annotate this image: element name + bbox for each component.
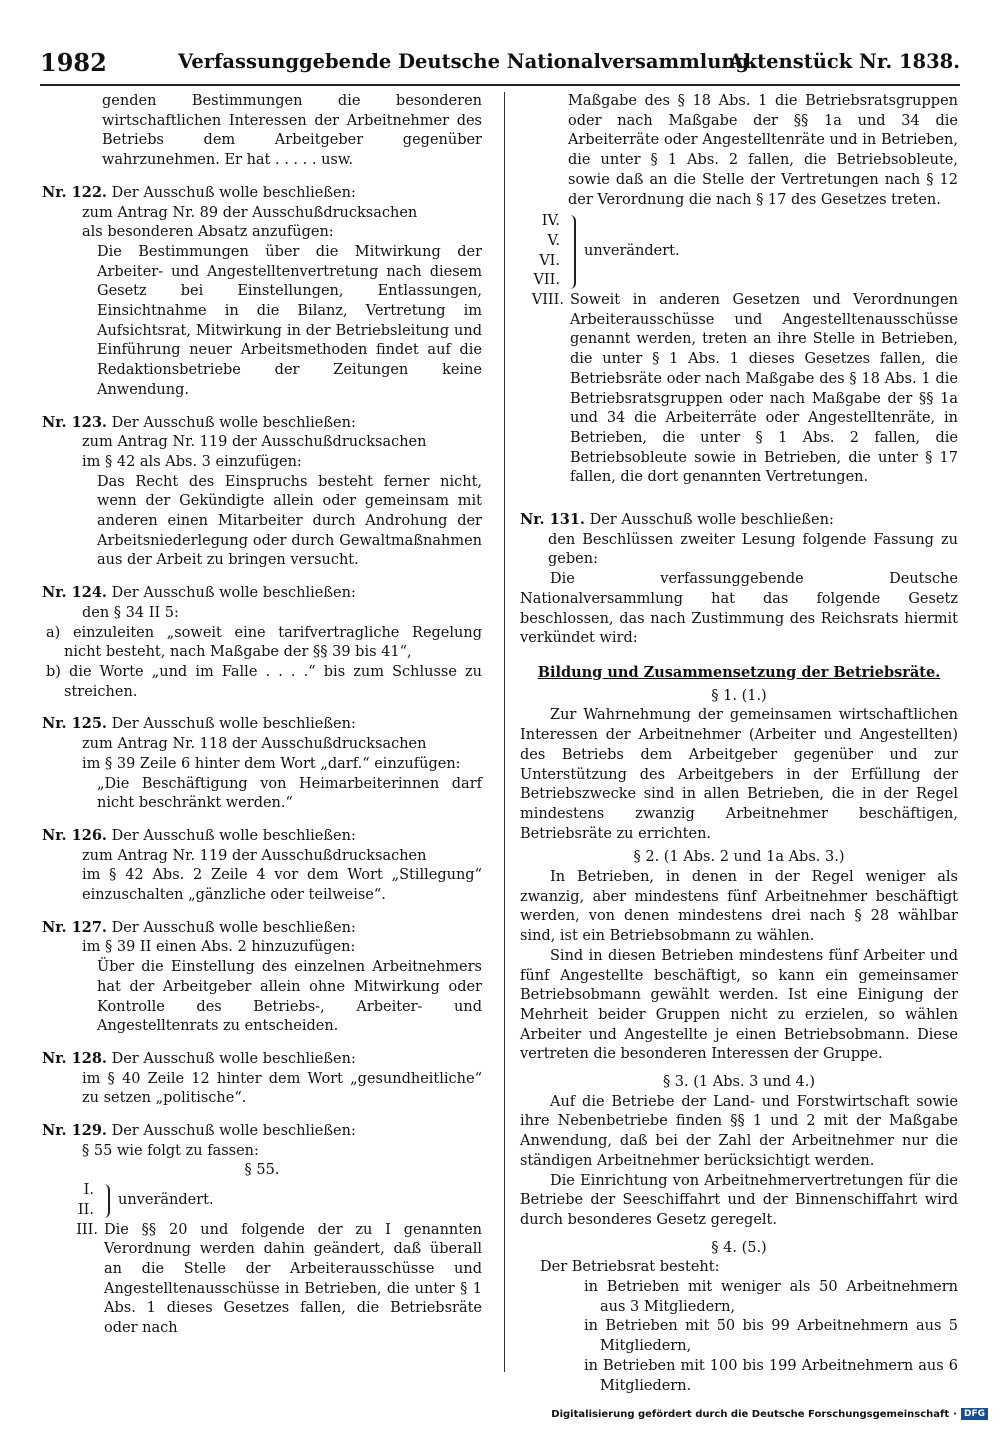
motion-number: Nr. 125. [42,715,107,733]
running-title: Verfassunggebende Deutsche Nationalversammlung. [178,50,756,73]
motion-number: Nr. 123. [42,413,107,431]
roman-label: VIII. [531,292,564,309]
motion-125 [42,714,482,814]
motion-line: Der Ausschuß wolle beschließen: [111,827,356,844]
roman-label: III. [76,1221,98,1238]
aktenstueck-label: Aktenstück Nr. 1838. [728,50,960,73]
motion-124 [42,583,482,702]
roman-body: Die §§ 20 und folgende der zu I genannten Verordnung werden dahin geändert, daß überall an die Stelle der Arbeiterausschüsse und Angestelltenausschüsse in Betrieben, die unter § 1 Abs. 1 dieses Gesetzes fallen, die Betriebsräte oder nach [104,1221,482,1337]
paragraph-heading: § 1. (1.) [711,687,767,704]
motion-body: Die Bestimmungen über die Mitwirkung der Arbeiter- und Angestelltenvertretung nach diesem Gesetz bei Einstellungen, Entlassungen, Einsichtnahme in die Bilanz, Vertretung im Aufsichtsrat, Mitwirkung in der Betriebsleitung und Einführung neuer Arbeitsmethoden findet auf die Redaktionsbetriebe der Zeitungen keine Anwendung. [97,243,482,398]
motion-line: zum Antrag Nr. 119 der Ausschußdrucksachen [82,434,427,451]
motion-number: Nr. 128. [42,1049,107,1067]
roman-group [520,212,958,291]
motion-line: Der Ausschuß wolle beschließen: [111,414,356,431]
motion-line: zum Antrag Nr. 89 der Ausschußdrucksachen [82,204,418,221]
motion-122 [42,183,482,401]
intro-paragraph: genden Bestimmungen die besonderen wirtschaftlichen Interessen der Arbeitnehmer des Betriebs dem Arbeitgeber gegenüber wahrzunehmen. Er hat . . . . . usw. [102,93,482,169]
roman-group [42,1181,482,1220]
motion-126 [42,826,482,906]
paragraph-text: Zur Wahrnehmung der gemeinsamen wirtschaftlichen Interessen der Arbeitnehmer (Arbeiter und Angestellten) des Betriebs dem Arbeitgeber gegenüber und zur Unterstützung des Arbeitgebers in der Erfüllung der Betriebszwecke sind in allen Betrieben, die in der Regel mindestens zwanzig Arbeitnehmer beschäftigen, Betriebsräte zu errichten. [520,707,958,842]
list-item: in Betrieben mit 50 bis 99 Arbeitnehmern aus 5 Mitgliedern, [584,1318,958,1355]
header-rule [40,84,960,86]
roman-text: unverändert. [118,1192,214,1208]
roman-item-iii [42,1221,482,1339]
brace-icon [98,1184,110,1218]
law-intro: Die verfassunggebende Deutsche Nationalversammlung hat das folgende Gesetz beschlossen, das nach Zustimmung des Reichsrats hiermit verkündet wird: [520,571,958,647]
roman-labels: IV. V. VI. VII. [533,213,560,289]
motion-line: im § 42 Abs. 2 Zeile 4 vor dem Wort „Stillegung“ einzuschalten „gänzliche oder teilweise“. [82,867,482,904]
continuation-text: Maßgabe des § 18 Abs. 1 die Betriebsratsgruppen oder nach Maßgabe der §§ 1a und 34 die Arbeiterräte oder Angestelltenräte und in Betrieben, die unter § 1 Abs. 2 fallen, die Betriebsobleute, sowie daß an die Stelle der Vertretungen nach § 12 der Verordnung die nach § 17 des Gesetzes treten. [568,93,958,208]
motion-123 [42,413,482,572]
roman-text: unverändert. [584,242,680,259]
motion-line: Der Ausschuß wolle beschließen: [111,919,356,936]
motion-127 [42,918,482,1037]
paragraph-text: Sind in diesen Betrieben mindestens fünf Arbeiter und fünf Angestellte beschäftigt, so kann ein gemeinsamer Betriebsobmann gewählt werden. Ist eine Einigung der Mehrheit beider Gruppen nicht zu erzielen, so wählen Arbeiter und Angestellte je einen Betriebsobmann. Diese vertreten die besonderen Interessen der Gruppe. [520,947,958,1063]
roman-item-viii [520,291,958,488]
footer-text: Digitalisierung gefördert durch die Deutsche Forschungsgemeinschaft [551,1408,950,1420]
list-item-b: b) die Worte „und im Falle . . . .“ bis zum Schlusse zu streichen. [46,663,482,700]
motion-number: Nr. 122. [42,183,107,201]
right-column [520,92,958,1396]
motion-number: Nr. 126. [42,826,107,844]
list-item-a: a) einzuleiten „soweit eine tarifvertragliche Regelung nicht besteht, nach Maßgabe der §§ 39 bis 41“, [46,624,482,661]
roman-body: Soweit in anderen Gesetzen und Verordnungen Arbeiterausschüsse und Angestelltenausschüsse genannt werden, treten an ihre Stelle in Betrieben, die unter § 1 Abs. 1 dieses Gesetzes fallen, die Betriebsräte oder nach Maßgabe des § 18 Abs. 1 die Betriebsratsgruppen oder nach Maßgabe der §§ 1a und 34 die Arbeiterräte oder Angestelltenräte, in Betrieben, die unter § 1 Abs. 2 fallen, die Betriebsobleute sowie in Betrieben, die unter § 17 fallen, die dort genannten Vertretungen. [570,292,958,486]
motion-line: als besonderen Absatz anzufügen: [82,224,334,241]
paragraph-heading: § 55. [244,1162,280,1179]
list-item: in Betrieben mit weniger als 50 Arbeitnehmern aus 3 Mitgliedern, [584,1279,958,1315]
page-number: 1982 [40,48,107,77]
motion-128 [42,1049,482,1109]
motion-number: Nr. 124. [42,584,107,602]
motion-line: zum Antrag Nr. 119 der Ausschußdrucksachen [82,847,427,864]
motion-body: Das Recht des Einspruchs besteht ferner nicht, wenn der Gekündigte allein oder gemeinsam mit anderen einen Mitarbeiter durch Androhung der Arbeitsniederlegung oder durch Gewaltmaßnahmen aus der Arbeit zu bringen versucht. [97,473,482,569]
paragraph-text: Auf die Betriebe der Land- und Forstwirtschaft sowie ihre Nebenbetriebe finden §§ 1 und 2 mit der Maßgabe Anwendung, daß bei der Zahl der Arbeitnehmer nur die ständigen Arbeitnehmer berücksichtigt werden. [520,1093,958,1169]
motion-body: Über die Einstellung des einzelnen Arbeitnehmers hat der Arbeitgeber allein ohne Mitwirkung oder Kontrolle des Betriebs-, Arbeiter- und Angestelltenrats zu entscheiden. [97,959,482,1035]
roman-labels: I. II. [77,1182,94,1218]
section-title: Bildung und Zusammensetzung der Betriebsräte. [537,663,941,681]
dfg-logo-icon: DFG [961,1408,988,1420]
paragraph-text: In Betrieben, in denen in der Regel weniger als zwanzig, aber mindestens fünf Arbeitnehmer beschäftigt werden, von denen mindestens drei nach § 28 wählbar sind, ist ein Betriebsobmann zu wählen. [520,869,958,945]
paragraph-text: Die Einrichtung von Arbeitnehmervertretungen für die Betriebe der Seeschiffahrt und der Binnenschiffahrt wird durch besonderes Gesetz geregelt. [520,1172,958,1228]
paragraph-heading: § 4. (5.) [711,1239,767,1256]
list-item: in Betrieben mit 100 bis 199 Arbeitnehmern aus 6 Mitgliedern. [584,1357,958,1394]
motion-line: im § 40 Zeile 12 hinter dem Wort „gesundheitliche“ zu setzen „politische“. [82,1070,482,1107]
motion-number: Nr. 127. [42,918,107,936]
motion-number: Nr. 131. [520,511,585,529]
motion-131 [520,510,958,649]
motion-line: § 55 wie folgt zu fassen: [82,1142,259,1159]
motion-line: im § 42 als Abs. 3 einzufügen: [82,453,302,470]
motion-line: Der Ausschuß wolle beschließen: [111,1123,356,1140]
motion-body: „Die Beschäftigung von Heimarbeiterinnen darf nicht beschränkt werden.“ [97,775,482,812]
column-divider [504,92,505,1372]
motion-line: Der Ausschuß wolle beschließen: [589,512,834,529]
motion-number: Nr. 129. [42,1122,107,1140]
motion-line: Der Ausschuß wolle beschließen: [111,585,356,602]
motion-line: im § 39 II einen Abs. 2 hinzuzufügen: [82,939,356,956]
motion-line: den § 34 II 5: [82,604,179,621]
left-column [42,92,482,1339]
motion-line: den Beschlüssen zweiter Lesung folgende Fassung zu geben: [548,531,958,568]
motion-line: im § 39 Zeile 6 hinter dem Wort „darf.“ einzufügen: [82,755,461,772]
motion-line: Der Ausschuß wolle beschließen: [111,184,356,201]
digitization-footer: Digitalisierung gefördert durch die Deutsche Forschungsgemeinschaft · DFG [551,1408,988,1420]
page-header [40,48,960,80]
motion-line: Der Ausschuß wolle beschließen: [111,716,356,733]
paragraph-text: Der Betriebsrat besteht: [540,1259,720,1276]
brace-icon [564,215,576,289]
motion-129 [42,1121,482,1339]
motion-line: zum Antrag Nr. 118 der Ausschußdrucksachen [82,736,427,753]
paragraph-heading: § 3. (1 Abs. 3 und 4.) [662,1074,816,1091]
motion-line: Der Ausschuß wolle beschließen: [111,1050,356,1067]
paragraph-heading: § 2. (1 Abs. 2 und 1a Abs. 3.) [633,849,845,866]
